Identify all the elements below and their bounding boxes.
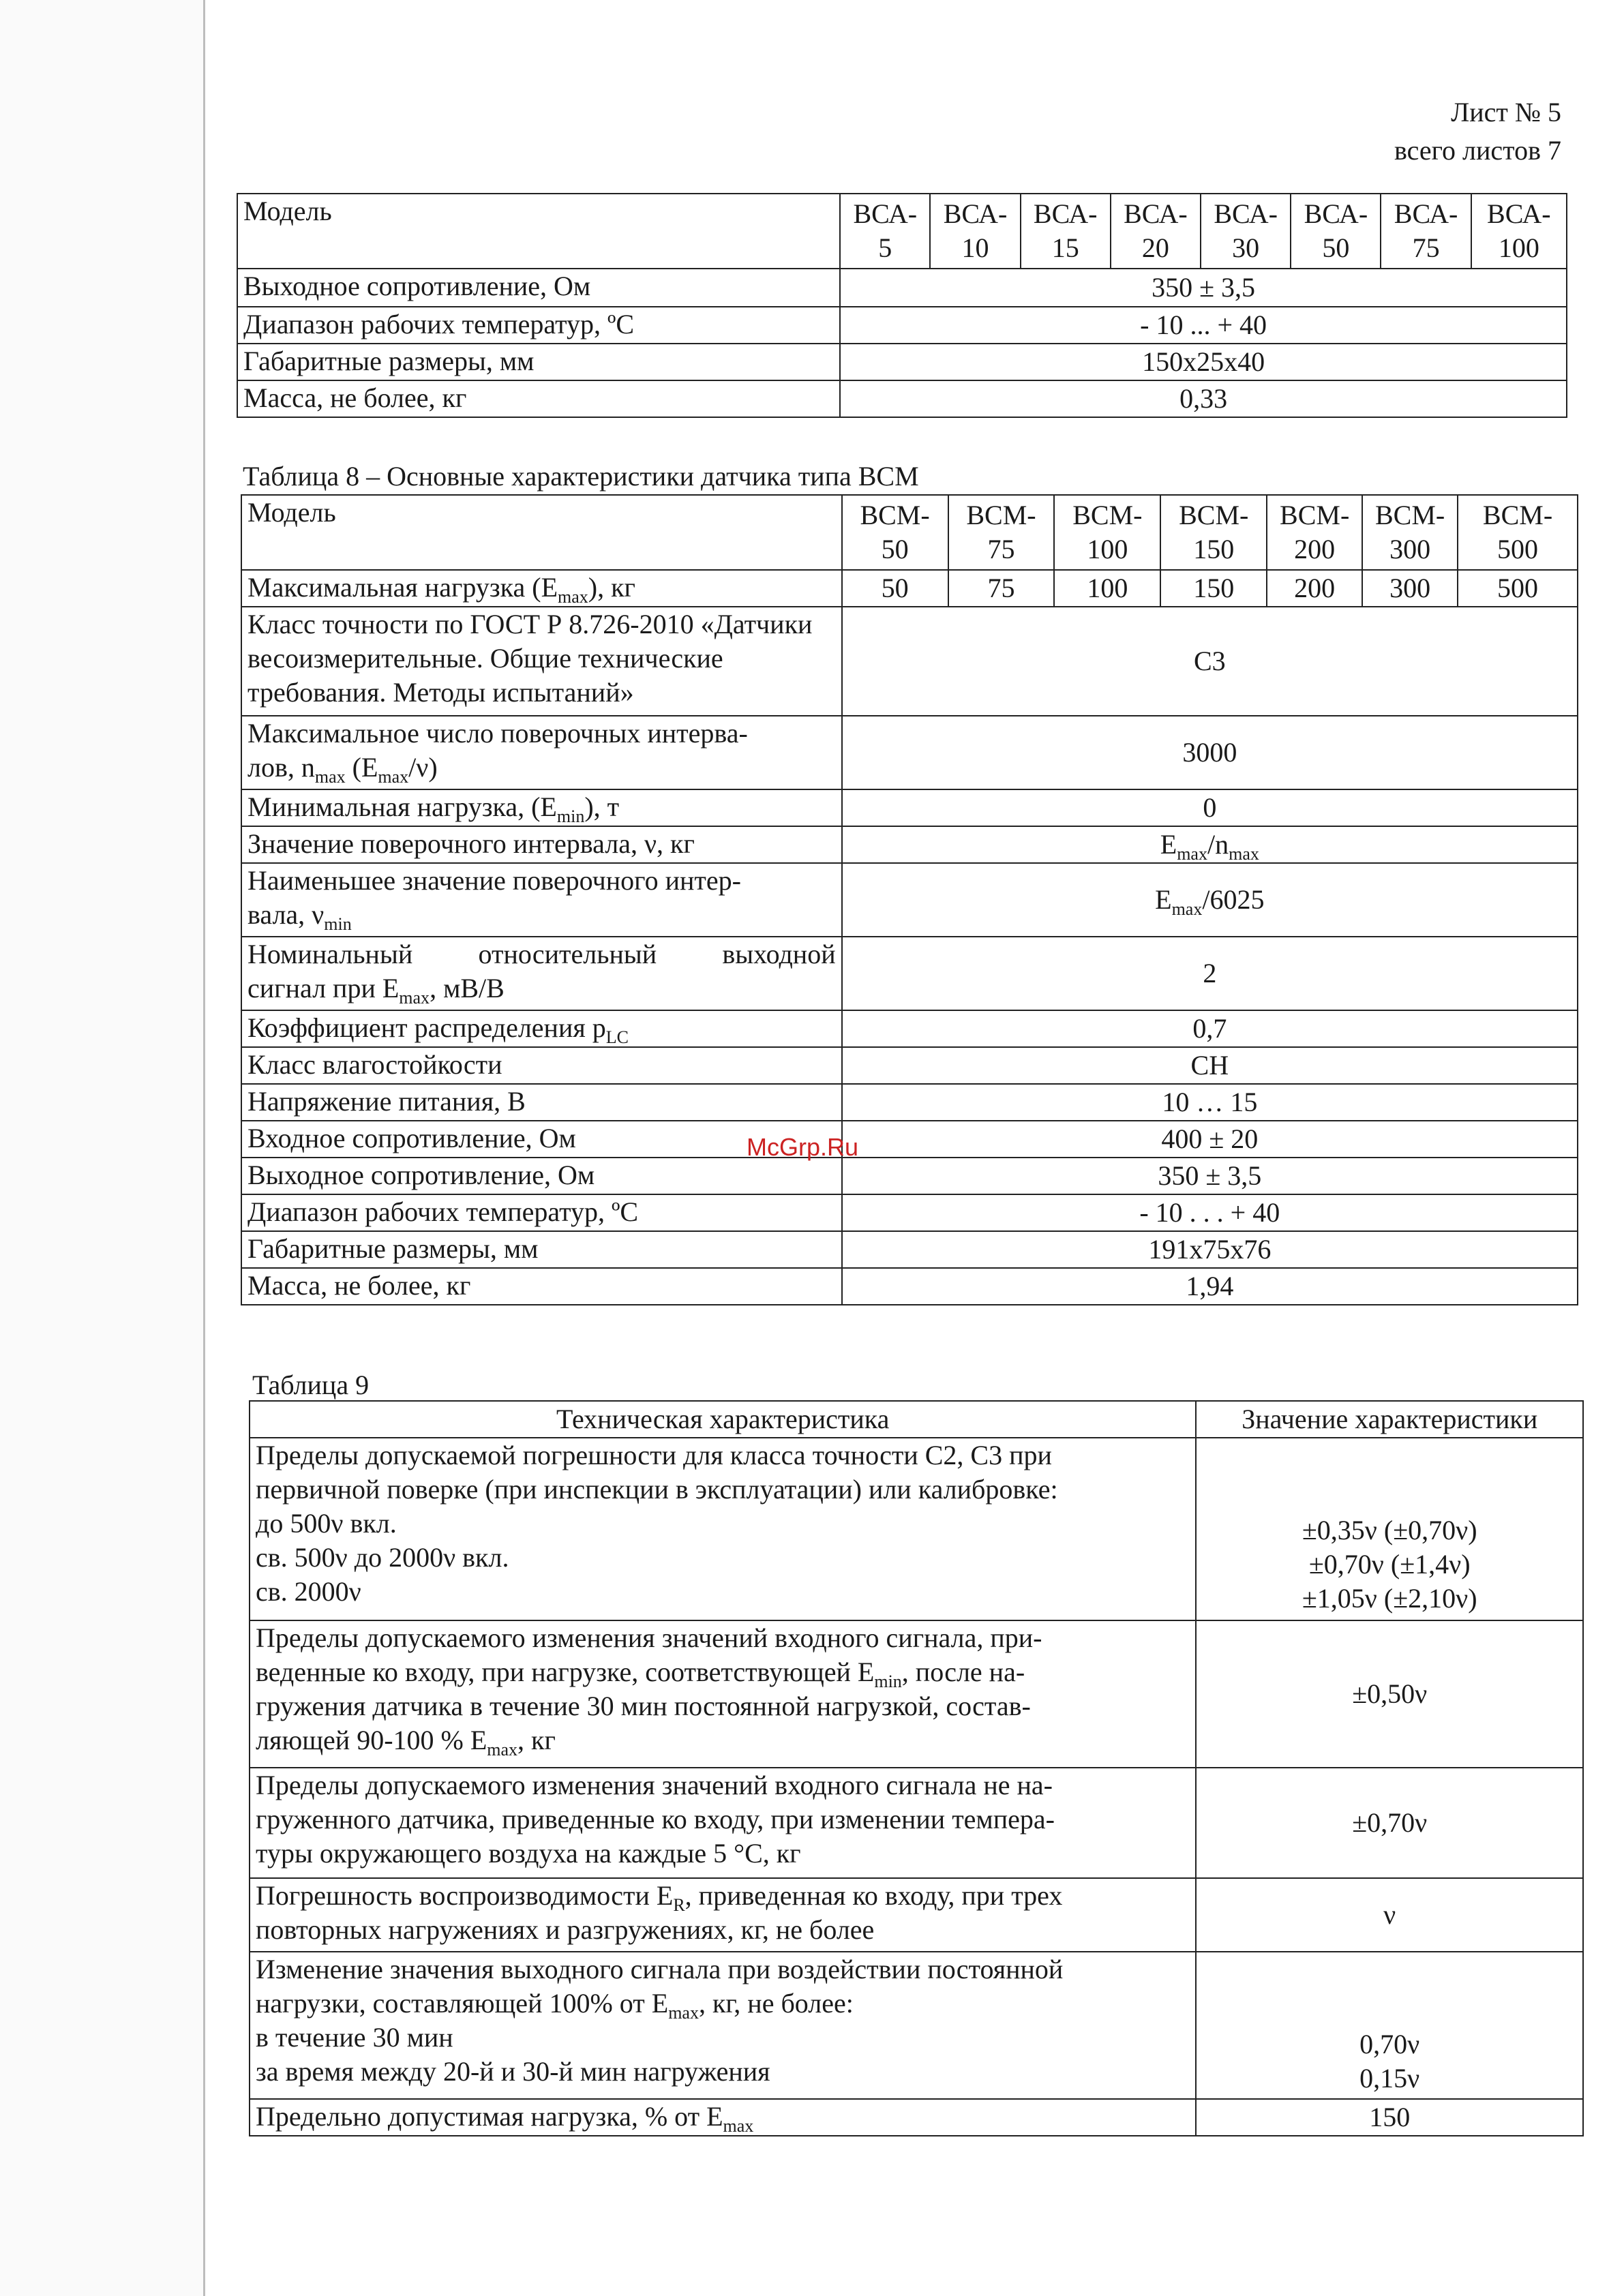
row-text: Пределы допускаемого изменения значений входного сигнала не на- груженного датчика, приведенные ко входу, при изменении темпера- туры окружающего воздуха на каждые 5 °С, кг [250, 1768, 1196, 1878]
model-cell: ВСА- 30 [1201, 194, 1291, 269]
model-cell: ВСМ- 75 [948, 495, 1055, 570]
row-value: 350 ± 3,5 [840, 269, 1567, 307]
row-label: Габаритные размеры, мм [237, 344, 840, 380]
model-cell: ВСА- 100 [1471, 194, 1567, 269]
col-header-value: Значение характеристики [1196, 1401, 1583, 1438]
model-cell: ВСА- 10 [930, 194, 1020, 269]
table-row [237, 380, 1567, 417]
table-row [241, 826, 1578, 863]
max-load-value: 100 [1054, 570, 1160, 607]
table-row [237, 344, 1567, 380]
scan-margin [0, 0, 205, 2296]
row-text: Пределы допускаемого изменения значений входного сигнала, при- веденные ко входу, при нагрузке, соответствующей $E_{min}$, после на- гружения датчика в течение 30 мин постоянной нагрузкой, состав- ляющей 90-100 % $E_{max}$, кг [250, 1620, 1196, 1768]
table-row [237, 269, 1567, 307]
table-row [241, 1084, 1578, 1121]
model-cell: ВСМ- 100 [1054, 495, 1160, 570]
table-row [250, 1952, 1583, 2099]
vmin-label: Наименьшее значение поверочного интер- вала, $\nu_{min}$ [241, 863, 842, 937]
sheet-number: Лист № 5 [1451, 97, 1561, 127]
emin-label: Минимальная нагрузка, $(E_{min})$, т [241, 789, 842, 826]
max-load-value: 150 [1160, 570, 1267, 607]
row-value: 191х75х76 [842, 1231, 1578, 1268]
row-text: Погрешность воспроизводимости $E_R$, приведенная ко входу, при трех повторных нагружениях и разгружениях, кг, не более [250, 1878, 1196, 1952]
row-label: Класс влагостойкости [241, 1047, 842, 1084]
table-row [241, 1010, 1578, 1047]
table-row [241, 1158, 1578, 1194]
row-value: ±0,70ν [1196, 1768, 1583, 1878]
model-cell: ВСМ- 500 [1458, 495, 1578, 570]
table-row [250, 1438, 1583, 1620]
table-row [241, 495, 1578, 570]
table-row [241, 863, 1578, 937]
table-row [241, 1121, 1578, 1158]
table-row [250, 2099, 1583, 2136]
row-label: Входное сопротивление, Ом [241, 1121, 842, 1158]
row-value: - 10 ... + 40 [840, 307, 1567, 344]
table-row [241, 789, 1578, 826]
vmin-value: $E_{max}/6025$ [842, 863, 1578, 937]
model-cell: ВСМ- 200 [1267, 495, 1362, 570]
nmax-label: Максимальное число поверочных интерва- лов, $n_{max}$ $(E_{max}/\nu)$ [241, 716, 842, 789]
max-load-value: 50 [842, 570, 948, 607]
table-row [241, 1268, 1578, 1305]
row-value: ν [1196, 1878, 1583, 1952]
row-value: 400 ± 20 [842, 1121, 1578, 1158]
row-label: Напряжение питания, В [241, 1084, 842, 1121]
row-label: Масса, не более, кг [241, 1268, 842, 1305]
plc-label: Коэффициент распределения $p_{LC}$ [241, 1010, 842, 1047]
row-text: Изменение значения выходного сигнала при воздействии постоянной нагрузки, составляющей 100% от $E_{max}$, кг, не более: в течение 30 мин за время между 20-й и 30-й мин нагружения [250, 1952, 1196, 2099]
row-value: ±0,35ν (±0,70ν) ±0,70ν (±1,4ν) ±1,05ν (±2,10ν) [1196, 1438, 1583, 1620]
model-cell: ВСА- 20 [1111, 194, 1201, 269]
table-9-caption: Таблица 9 [252, 1370, 370, 1400]
row-label: Диапазон рабочих температур, ºС [241, 1194, 842, 1231]
accuracy-value: С3 [842, 607, 1578, 716]
signal-label: Номинальный относительный выходной сигнал при $E_{max}$, мВ/В [241, 937, 842, 1010]
model-cell: ВСА- 50 [1291, 194, 1381, 269]
row-value: 350 ± 3,5 [842, 1158, 1578, 1194]
max-load-value: 300 [1362, 570, 1458, 607]
model-cell: ВСА- 15 [1021, 194, 1111, 269]
table-7-bca [237, 193, 1567, 418]
table-9 [249, 1400, 1584, 2136]
v-label: Значение поверочного интервала, ν, кг [241, 826, 842, 863]
max-load-value: 500 [1458, 570, 1578, 607]
watermark: McGrp.Ru [747, 1133, 859, 1161]
table-row [241, 570, 1578, 607]
sheet-total: всего листов 7 [1394, 135, 1561, 166]
table-row [250, 1768, 1583, 1878]
max-load-value: 75 [948, 570, 1055, 607]
v-value: $E_{max}/n_{max}$ [842, 826, 1578, 863]
col-header-characteristic: Техническая характеристика [250, 1401, 1196, 1438]
row-label: Габаритные размеры, мм [241, 1231, 842, 1268]
row-value: 1,94 [842, 1268, 1578, 1305]
row-value: 150 [1196, 2099, 1583, 2136]
row-value: 0,70ν 0,15ν [1196, 1952, 1583, 2099]
row-label: Выходное сопротивление, Ом [237, 269, 840, 307]
table-row [241, 607, 1578, 716]
model-label: Модель [241, 495, 842, 570]
row-value: 10 … 15 [842, 1084, 1578, 1121]
table-row [250, 1620, 1583, 1768]
model-cell: ВСА- 5 [840, 194, 930, 269]
max-load-value: 200 [1267, 570, 1362, 607]
accuracy-label: Класс точности по ГОСТ Р 8.726-2010 «Датчики весоизмерительные. Общие технические требования. Методы испытаний» [241, 607, 842, 716]
row-value: 0,33 [840, 380, 1567, 417]
table-8-caption: Таблица 8 – Основные характеристики датчика типа ВСМ [243, 461, 919, 492]
row-value: - 10 . . . + 40 [842, 1194, 1578, 1231]
table-row [241, 1047, 1578, 1084]
model-cell: ВСМ- 300 [1362, 495, 1458, 570]
row-value: ±0,50ν [1196, 1620, 1583, 1768]
row-value: 150х25х40 [840, 344, 1567, 380]
emin-value: 0 [842, 789, 1578, 826]
table-row [250, 1878, 1583, 1952]
row-label: Диапазон рабочих температур, ºС [237, 307, 840, 344]
nmax-value: 3000 [842, 716, 1578, 789]
row-text: Предельно допустимая нагрузка, % от $E_{max}$ [250, 2099, 1196, 2136]
table-row [241, 716, 1578, 789]
plc-value: 0,7 [842, 1010, 1578, 1047]
signal-value: 2 [842, 937, 1578, 1010]
table-row [241, 1194, 1578, 1231]
table-8-bcm [241, 494, 1578, 1305]
row-label: Масса, не более, кг [237, 380, 840, 417]
model-cell: ВСМ- 50 [842, 495, 948, 570]
model-cell: ВСА- 75 [1381, 194, 1471, 269]
model-label: Модель [237, 194, 840, 269]
model-cell: ВСМ- 150 [1160, 495, 1267, 570]
table-row [241, 1231, 1578, 1268]
row-value: СН [842, 1047, 1578, 1084]
max-load-label: Максимальная нагрузка $(E_{max})$, кг [241, 570, 842, 607]
table-row [241, 937, 1578, 1010]
table-row [237, 307, 1567, 344]
scan-edge-line [203, 0, 205, 2296]
table-row [237, 194, 1567, 269]
row-text: Пределы допускаемой погрешности для класса точности С2, С3 при первичной поверке (при инспекции в эксплуатации) или калибровке: до 500ν вкл. св. 500ν до 2000ν вкл. св. 2000ν [250, 1438, 1196, 1620]
table-header-row [250, 1401, 1583, 1438]
row-label: Выходное сопротивление, Ом [241, 1158, 842, 1194]
